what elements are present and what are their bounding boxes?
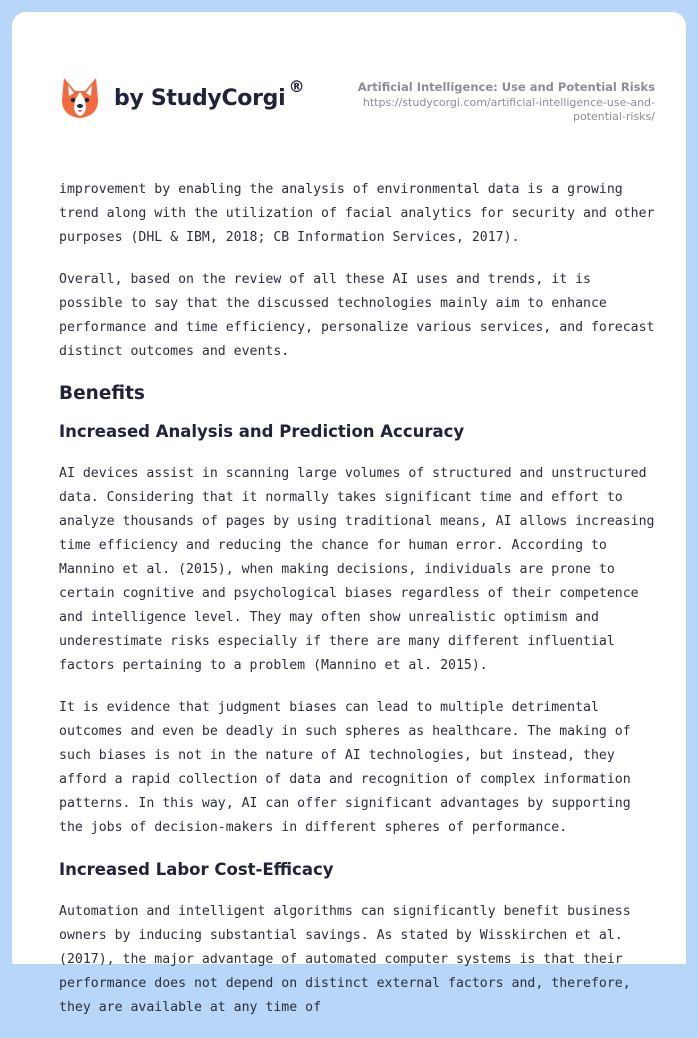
paragraph: AI devices assist in scanning large volumes of structured and unstructured data. Considering that it normally takes significant time and effort to analyze thousands of pages by using traditional means, AI allows increasing time efficiency and reducing the chance for human error. According to Mannino et al. (2015), when making decisions, individuals are prone to certain cognitive and psychological biases regardless of their competence and intelligence level. They may often show unrealistic optimism and underestimate risks especially if there are many different influential factors pertaining to a problem (Mannino et al. 2015). [59, 466, 655, 673]
registered-mark: ® [288, 76, 305, 96]
subheading-labor-cost: Increased Labor Cost-Efficacy [59, 860, 334, 879]
paragraph: It is evidence that judgment biases can lead to multiple detrimental outcomes and even be deadly in such spheres as healthcare. The making of such biases is not in the nature of AI technologies, but instead, they afford a rapid collection of data and recognition of complex information patterns. In this way, AI can offer significant advantages by supporting the jobs of decision-makers in different spheres of performance. [59, 700, 631, 835]
brand-name: by StudyCorgi ® [114, 76, 305, 111]
section-heading-benefits: Benefits [59, 383, 145, 404]
document-page [12, 12, 686, 1015]
studycorgi-logo[interactable] [60, 76, 305, 120]
document-title: Artificial Intelligence: Use and Potential Risks [357, 80, 655, 94]
document-url[interactable]: https://studycorgi.com/artificial-intelligence-use-and-potential-risks/ [362, 96, 655, 123]
corgi-icon [60, 76, 100, 120]
paragraph: Overall, based on the review of all these AI uses and trends, it is possible to say that the discussed technologies mainly aim to enhance performance and time efficiency, personalize various services, and forecast distinct outcomes and events. [59, 272, 655, 359]
paragraph: improvement by enabling the analysis of environmental data is a growing trend along with the utilization of facial analytics for security and other purposes (DHL & IBM, 2018; CB Information Services, 2017). [59, 182, 655, 245]
subheading-analysis-accuracy: Increased Analysis and Prediction Accuracy [59, 422, 465, 441]
paragraph: Automation and intelligent algorithms can significantly benefit business owners by inducing substantial savings. As stated by Wisskirchen et al. (2017), the major advantage of automated computer systems is that their performance does not depend on distinct external factors and, therefore, they are available at any time of [59, 904, 631, 1015]
page-header [12, 12, 686, 172]
article-body [59, 178, 659, 1038]
document-meta [335, 79, 655, 124]
